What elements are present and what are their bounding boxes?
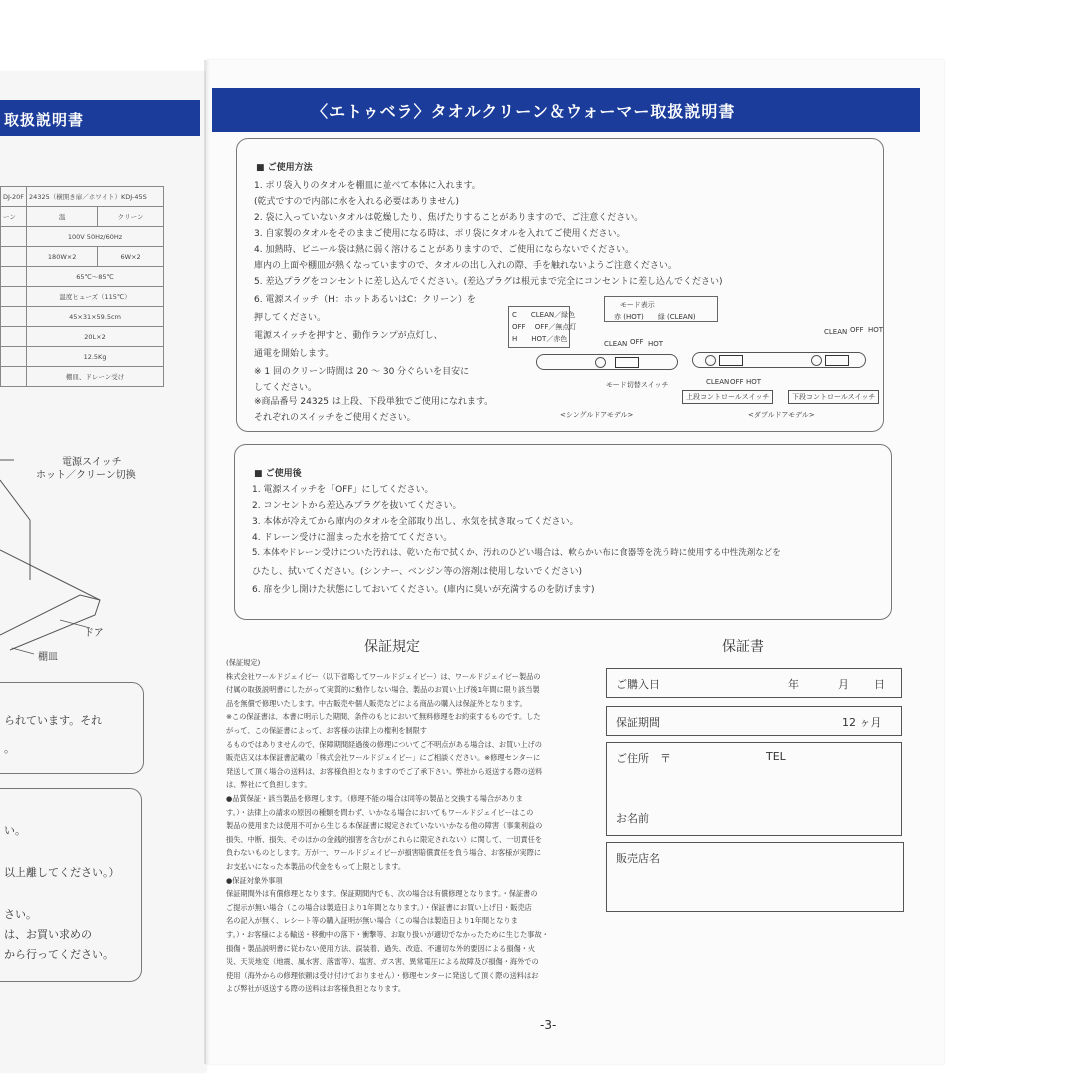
mode-switch-caption: モード切替スイッチ [606,381,669,389]
day-label: 日 [874,678,885,691]
warranty-terms-line: す。）・法律上の請求の原因の種類を問わず、いかなる場合においてもワールドジェイビーはこの [226,807,534,817]
usage-line: 押してください。 [254,313,327,323]
warranty-terms-line: (保証規定) [226,658,261,667]
switch-label: HOT [868,326,884,334]
page-title: 〈エトゥベラ〉タオルクリーン＆ウォーマー取扱説明書 [312,102,736,121]
spec-cell: DJ-20F [1,187,27,207]
spec-cell: 6W×2 [98,247,164,267]
warranty-period-value: 12 ヶ月 [842,716,882,729]
usage-line: 庫内の上面や棚皿が熱くなっていますので、タオルの出し入れの際、手を触れないようご注意ください。 [254,261,677,271]
switch-label: OFF [630,338,644,346]
warranty-card-title: 保証書 [722,639,764,655]
left-note-text: られています。それ [4,714,103,727]
warranty-terms-line: 株式会社ワールドジェイビー（以下省略してワールドジェイビー）は、ワールドジェイビー製品の [226,671,541,681]
after-use-line: 1. 電源スイッチを「OFF」にしてください。 [252,485,434,495]
spec-cell: 12.5Kg [27,347,164,367]
lower-switch[interactable] [825,355,849,366]
left-note-text: 。 [4,742,15,755]
after-use-line: ひたし、拭いてください。(シンナー、ベンジン等の溶剤は使用しないでください) [252,567,582,577]
usage-line: 電源スイッチを押すと、動作ランプが点灯し、 [254,331,443,341]
warranty-terms-line: 販売店又は本保証書記載の「株式会社ワールドジェイビー」にご相談ください。※修理センターに [226,753,541,763]
warranty-terms-line: す。）・お客様による輸送・移動中の落下・衝撃等、お取り扱いが適切でなかったために生じた事故・ [226,930,549,939]
legend-item: C CLEAN／緑色 [512,311,576,319]
usage-line: それぞれのスイッチをご使用ください。 [254,413,416,423]
warranty-terms-line: ●保証対象外事項 [226,875,283,885]
left-note-text: い。 [4,824,26,837]
after-use-line: 6. 扉を少し開けた状態にしておいてください。(庫内に臭いが充満するのを防げます) [252,585,595,595]
usage-line: 2. 袋に入っていないタオルは乾燥したり、焦げたりすることがありますので、ご注意ください。 [254,213,644,223]
spec-cell: 24325（横開き扉／ホワイト）KDJ-45S [27,187,164,207]
spec-row [1,287,164,307]
spec-cell: 温 [27,207,98,227]
shelf-label: 棚皿 [38,652,58,663]
indicator-lamp-icon [705,355,716,366]
spec-row [1,307,164,327]
spec-cell: 65℃〜85℃ [27,267,164,287]
switch-label: OFF [850,326,864,334]
single-control-panel [536,354,678,370]
spec-row [1,367,164,387]
year-label: 年 [788,678,799,691]
warranty-terms-line: 名の記入が無く、レシート等の購入証明が無い場合（この場合は製造日より1年間となりま [226,916,518,926]
usage-line: 3. 自家製のタオルをそのままご使用になる時は、ポリ袋にタオルを入れてご使用ください。 [254,229,626,239]
warranty-terms-line: 品を無償で修理いたします。中古販売や個人販売などによる商品の購入は保証外となります。 [226,698,527,708]
spec-cell: 棚皿、ドレーン受け [27,367,164,387]
warranty-terms-line: 使用（海外からの修理依頼は受け付けておりません）・修理センターに発送して頂く際の送料はお [226,970,539,980]
warranty-terms-line: 負わないものとします。万が一、ワールドジェイビーが損害賠償責任を負う場合、お客様が実際に [226,848,542,858]
store-label: 販売店名 [616,852,660,865]
left-note-text: 以上離してください。） [4,866,120,879]
hot-clean-label: ホット／クリーン切換 [36,470,136,481]
double-control-panel [692,352,866,368]
lower-control-caption: 下段コントロールスイッチ [788,390,879,404]
usage-line: 1. ポリ袋入りのタオルを棚皿に並べて本体に入れます。 [254,181,481,191]
postal-mark: 〒 [660,752,671,765]
spec-row [1,207,164,227]
switch-label: OFF [730,378,744,386]
usage-line: ※ 1 回のクリーン時間は 20 〜 30 分ぐらいを目安に [254,367,470,377]
switch-label: CLEAN [604,340,628,348]
spec-cell: 温度ヒューズ（115℃） [27,287,164,307]
spec-cell: 20L×2 [27,327,164,347]
left-header-band [0,100,200,136]
warranty-terms-line: ご提示が無い場合（この場合は製造日より1年間となります。）・保証書にお買い上げ日・販売店 [226,902,532,912]
spec-cell: 100V 50Hz/60Hz [27,227,164,247]
warranty-terms-line: 保証期間外は有償修理となります。保証期間内でも、次の場合は有償修理となります。・保証書の [226,889,538,899]
left-note-box-1 [0,682,144,774]
indicator-lamp-icon [595,357,606,368]
warranty-terms-line: 災、天災地変（地震、風水害、落雷等）、塩害、ガス害、異常電圧による故障及び損傷・海外での [226,957,539,967]
left-note-text: は、お買い求めの [4,928,92,941]
spec-cell: 45×31×59.5cm [27,307,164,327]
left-note-text: から行ってください。 [4,948,114,961]
spec-cell: 180W×2 [27,247,98,267]
legend-item: OFF OFF／無点灯 [512,323,577,331]
warranty-terms-line: がって、この保証書によって、お客様の法律上の権利を制限す [226,726,427,735]
warranty-terms-line: ※この保証書は、本書に明示した期間、条件のもとにおいて無料修理をお約束するものです。した [226,712,541,722]
upper-switch[interactable] [719,355,743,366]
usage-line: 5. 差込プラグをコンセントに差し込んでください。(差込プラグは根元まで完全にコンセントに差し込んでください) [254,277,723,287]
usage-line: 4. 加熱時、ビニール袋は熱に弱く溶けることがありますので、ご使用にならないでください。 [254,245,635,255]
warranty-terms-line: 製品の使用または使用不可から生じる本保証書に規定されていないいかなる他の障害（事業利益の [226,821,543,831]
usage-line: 6. 電源スイッチ（H：ホットあるいはC：クリーン）を [254,295,476,305]
single-model-caption: <シングルドアモデル> [560,411,634,419]
mode-display-items: 赤 (HOT) 緑 (CLEAN) [614,313,696,321]
after-use-line: 2. コンセントから差込みプラグを抜いてください。 [252,501,462,511]
left-header-title: 取扱説明書 [4,111,85,129]
warranty-terms-line: お支払いになった本製品の代金をもって上限とします。 [226,862,406,871]
spec-row [1,327,164,347]
spec-row [1,247,164,267]
switch-label: HOT [746,378,762,386]
warranty-terms-line: 損傷・製品説明書に従わない使用方法、誤装着、過失、改造、不適切な外的要因による損傷・火 [226,943,536,953]
usage-line: 通電を開始します。 [254,349,335,359]
warranty-terms-title: 保証規定 [364,639,420,655]
indicator-lamp-icon [811,355,822,366]
warranty-terms-line: 発送して頂く場合の送料は、お客様負担となりますのでご了承下さい。弊社から返送する際の送料 [226,766,543,776]
warranty-terms-line: るものではありませんので、保障期間経過後の修理についてご不明点がある場合は、お買い上げの [226,739,542,749]
usage-line: ※商品番号 24325 は上段、下段単独でご使用になれます。 [254,397,494,407]
spec-row [1,267,164,287]
switch-label: CLEAN [824,328,848,336]
mode-switch[interactable] [615,357,639,368]
after-use-line: 3. 本体が冷えてから庫内のタオルを全部取り出し、水気を拭き取ってください。 [252,517,579,527]
power-switch-label: 電源スイッチ [62,457,122,468]
warranty-terms-line: ●品質保証・該当製品を修理します。（修理不能の場合は同等の製品と交換する場合がありま [226,794,523,803]
left-note-text: さい。 [4,908,37,921]
switch-label: HOT [648,340,664,348]
tel-label: TEL [766,750,786,763]
warranty-terms-line: 付属の取扱説明書にしたがって実質的に動作しない場合、製品のお買い上げ後1年間に限り該当製 [226,685,540,695]
legend-item: H HOT／赤色 [512,335,568,343]
usage-line: (乾式ですので内部に水を入れる必要はありません) [254,197,460,207]
after-use-line: 5. 本体やドレーン受けについた汚れは、乾いた布で拭くか、汚れのひどい場合は、軟らかい布に食器等を洗う時に使用する中性洗剤などを [252,548,781,558]
warranty-terms-line: 損失、中断、損失、そのほかの金銭的損害を含むがこれらに限定されない）に関して、一切責任を [226,834,543,844]
header-band [212,88,920,132]
spec-table [0,186,164,387]
upper-control-caption: 上段コントロールスイッチ [682,390,773,404]
month-label: 月 [838,678,849,691]
mode-display-title: モード表示 [620,301,655,309]
purchase-date-label: ご購入日 [616,678,660,691]
door-label: ドア [84,628,104,639]
usage-line: してください。 [254,383,318,393]
switch-label: CLEAN [706,378,730,386]
spec-cell: クリーン [98,207,164,227]
usage-heading: ■ ご使用方法 [256,163,313,173]
warranty-terms-line: よび弊社が返送する際の送料はお客様負担となります。 [226,984,406,994]
spec-row [1,347,164,367]
page-gutter [204,60,210,1064]
page-number: -3- [540,1018,557,1032]
after-use-heading: ■ ご使用後 [254,469,302,479]
spec-header-row [1,187,164,207]
double-model-caption: <ダブルドアモデル> [748,411,815,419]
after-use-line: 4. ドレーン受けに溜まった水を捨ててください。 [252,533,453,543]
warranty-terms-line: は、弊社にて負担します。 [226,780,312,790]
spec-row [1,227,164,247]
address-name-field[interactable] [606,742,902,836]
name-label: お名前 [616,812,649,825]
address-label: ご住所 [616,752,649,765]
warranty-period-label: 保証期間 [616,716,660,729]
spec-cell: ーン [1,207,27,227]
